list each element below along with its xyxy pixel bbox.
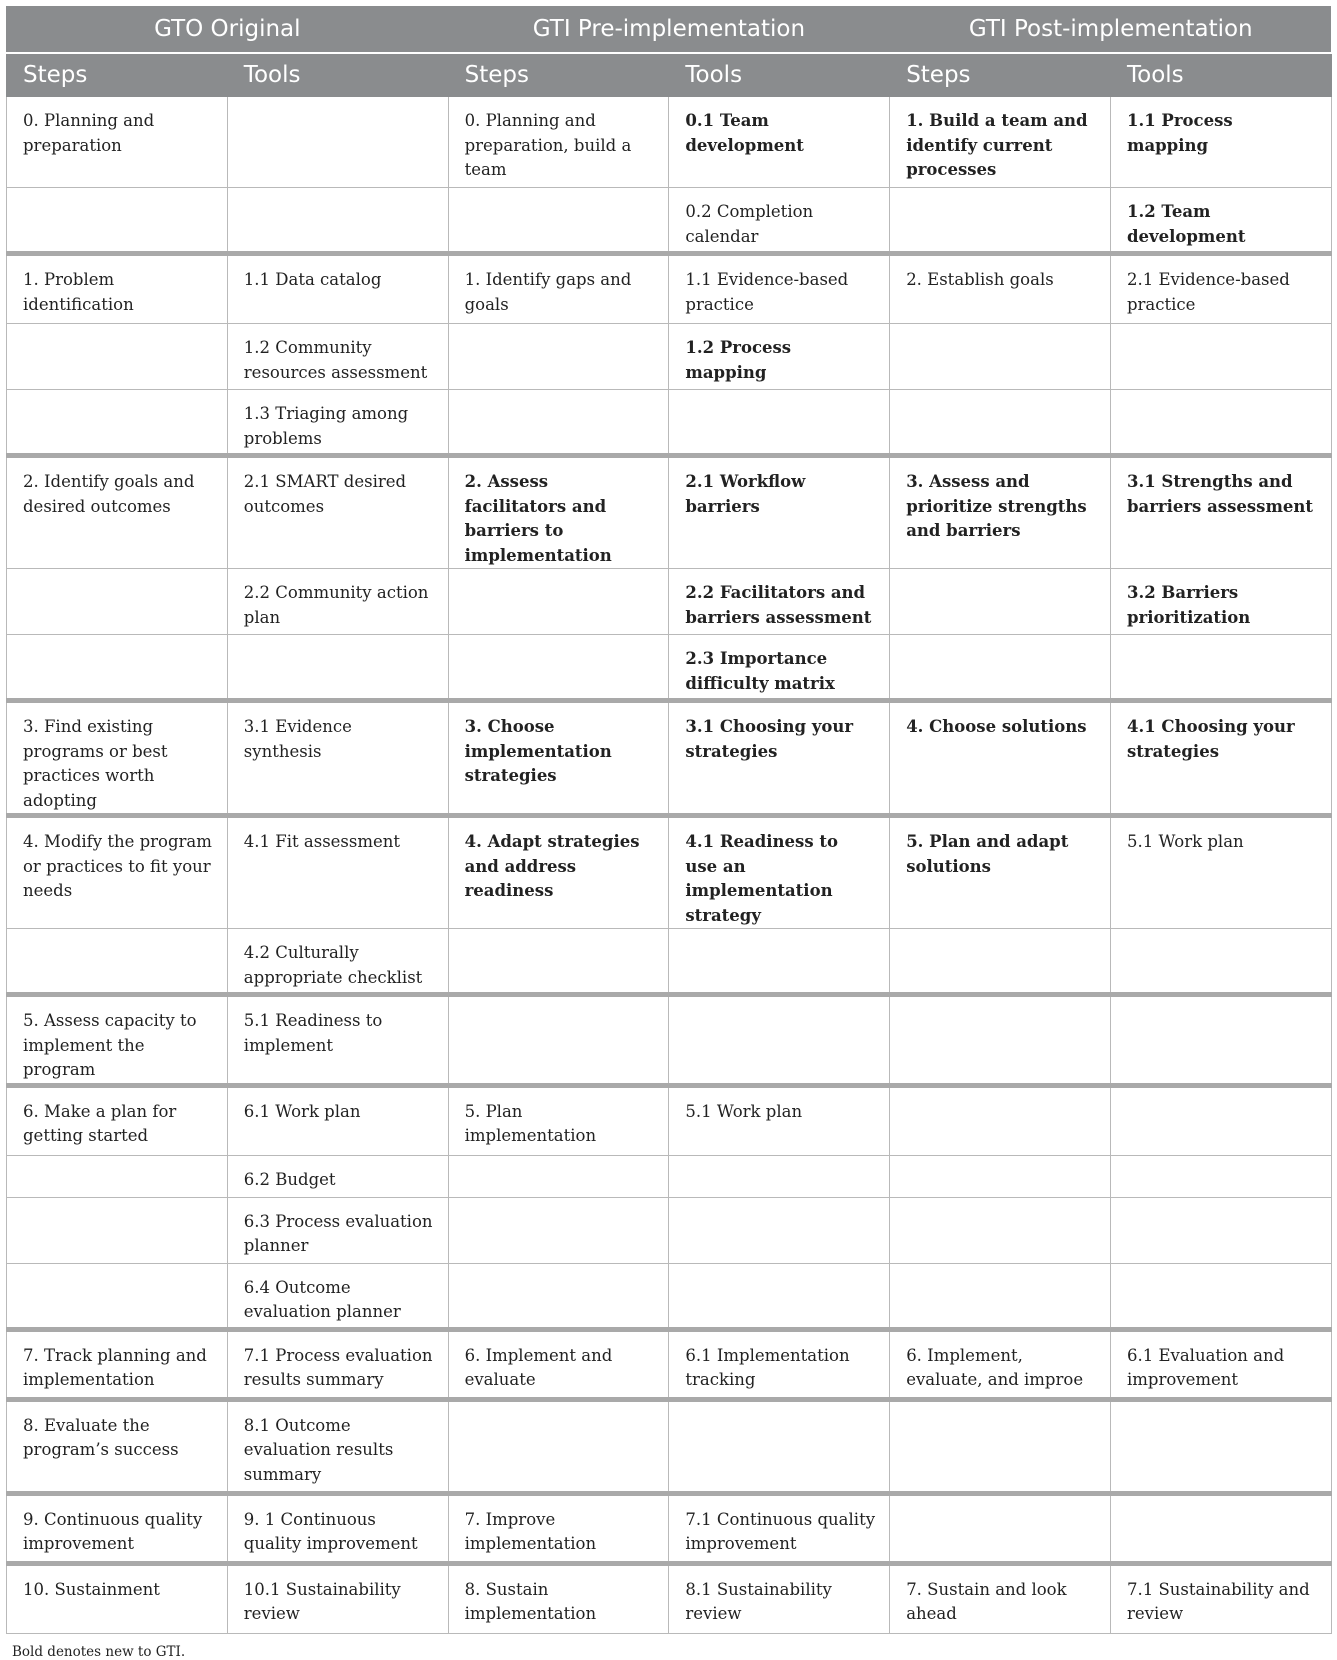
table-cell: 8. Sustain implementation xyxy=(448,1563,669,1633)
table-cell: 2. Identify goals and desired outcomes xyxy=(7,456,228,569)
table-cell xyxy=(1110,995,1331,1086)
table-cell: 6. Implement, evaluate, and improe xyxy=(890,1329,1111,1399)
table-row xyxy=(7,1155,1332,1197)
column-header: Steps xyxy=(7,53,228,97)
table-cell: 2. Establish goals xyxy=(890,254,1111,324)
table-cell: 2.2 Community action plan xyxy=(227,569,448,635)
table-cell: 0. Planning and preparation xyxy=(7,97,228,188)
column-header: Tools xyxy=(669,53,890,97)
footnote: Bold denotes new to GTI. xyxy=(12,1643,186,1660)
table-cell: 3. Find existing programs or best practices worth adopting xyxy=(7,701,228,816)
table-cell xyxy=(7,390,228,456)
table-row xyxy=(7,816,1332,929)
table-cell: 6.2 Budget xyxy=(227,1155,448,1197)
table-cell xyxy=(448,1399,669,1493)
table-cell: 5.1 Readiness to implement xyxy=(227,995,448,1086)
table-cell: 2.2 Facilitators and barriers assessment xyxy=(669,569,890,635)
table-cell xyxy=(890,188,1111,254)
table-cell xyxy=(227,188,448,254)
table-cell xyxy=(890,569,1111,635)
table-row xyxy=(7,635,1332,701)
table-cell xyxy=(890,1085,1111,1155)
table-cell: 4. Modify the program or practices to fit your needs xyxy=(7,816,228,929)
table-cell: 6.1 Work plan xyxy=(227,1085,448,1155)
table-cell: 1.3 Triaging among problems xyxy=(227,390,448,456)
table-body xyxy=(7,97,1332,1634)
table-cell: 3.1 Evidence synthesis xyxy=(227,701,448,816)
table-row xyxy=(7,569,1332,635)
table-cell: 3.2 Barriers prioritization xyxy=(1110,569,1331,635)
table-cell: 2.1 Evidence-based practice xyxy=(1110,254,1331,324)
table-cell xyxy=(7,188,228,254)
table-cell xyxy=(890,929,1111,995)
table-cell: 10.1 Sustainability review xyxy=(227,1563,448,1633)
table-cell xyxy=(669,1197,890,1263)
column-header: Steps xyxy=(448,53,669,97)
table-cell xyxy=(448,188,669,254)
table-cell: 6. Make a plan for getting started xyxy=(7,1085,228,1155)
table-cell: 9. Continuous quality improvement xyxy=(7,1493,228,1563)
table-cell: 2. Assess facilitators and barriers to implementation xyxy=(448,456,669,569)
table-cell: 6.4 Outcome evaluation planner xyxy=(227,1263,448,1329)
table-cell xyxy=(1110,1263,1331,1329)
table-cell xyxy=(669,995,890,1086)
table-cell xyxy=(1110,1155,1331,1197)
table-cell xyxy=(890,1263,1111,1329)
table-cell: 7. Track planning and implementation xyxy=(7,1329,228,1399)
table-cell xyxy=(669,929,890,995)
table-cell: 5. Assess capacity to implement the program xyxy=(7,995,228,1086)
table-row xyxy=(7,929,1332,995)
table-cell xyxy=(1110,929,1331,995)
table-cell xyxy=(448,1263,669,1329)
table-cell: 7.1 Continuous quality improvement xyxy=(669,1493,890,1563)
table-cell xyxy=(7,1197,228,1263)
table-cell xyxy=(1110,1399,1331,1493)
table-cell xyxy=(7,1263,228,1329)
table-cell: 2.1 Workflow barriers xyxy=(669,456,890,569)
column-header: Tools xyxy=(1110,53,1331,97)
sub-header-row xyxy=(7,53,1332,97)
table-cell xyxy=(448,995,669,1086)
table-cell: 6.3 Process evaluation planner xyxy=(227,1197,448,1263)
table-cell: 1.2 Community resources assessment xyxy=(227,324,448,390)
table-cell xyxy=(227,635,448,701)
table-row xyxy=(7,390,1332,456)
table-cell xyxy=(1110,1085,1331,1155)
document xyxy=(6,6,1331,1660)
table-cell: 8. Evaluate the program’s success xyxy=(7,1399,228,1493)
table-cell: 1.2 Team development xyxy=(1110,188,1331,254)
table-row xyxy=(7,456,1332,569)
table-cell xyxy=(7,929,228,995)
table-cell xyxy=(890,1493,1111,1563)
table-cell: 0. Planning and preparation, build a team xyxy=(448,97,669,188)
table-cell xyxy=(890,635,1111,701)
table-cell xyxy=(890,1155,1111,1197)
table-cell: 8.1 Outcome evaluation results summary xyxy=(227,1399,448,1493)
table-cell: 7.1 Process evaluation results summary xyxy=(227,1329,448,1399)
table-cell: 10. Sustainment xyxy=(7,1563,228,1633)
table-cell: 2.1 SMART desired outcomes xyxy=(227,456,448,569)
table-cell: 1. Build a team and identify current processes xyxy=(890,97,1111,188)
table-cell xyxy=(669,1155,890,1197)
table-cell xyxy=(448,324,669,390)
column-header: Steps xyxy=(890,53,1111,97)
table-cell: 5.1 Work plan xyxy=(669,1085,890,1155)
table-row xyxy=(7,1085,1332,1155)
table-cell: 1.1 Data catalog xyxy=(227,254,448,324)
table-cell xyxy=(890,324,1111,390)
table-cell: 4. Choose solutions xyxy=(890,701,1111,816)
table-cell: 1. Problem identification xyxy=(7,254,228,324)
table-cell xyxy=(669,1263,890,1329)
table-cell xyxy=(1110,635,1331,701)
table-cell: 4. Adapt strategies and address readiness xyxy=(448,816,669,929)
table-cell: 3.1 Choosing your strategies xyxy=(669,701,890,816)
table-row xyxy=(7,1493,1332,1563)
table-row xyxy=(7,995,1332,1086)
table-cell: 1.1 Process mapping xyxy=(1110,97,1331,188)
table-cell xyxy=(7,569,228,635)
group-header-gti-post: GTI Post-implementation xyxy=(890,6,1332,53)
table-cell: 4.1 Fit assessment xyxy=(227,816,448,929)
table-cell: 9. 1 Continuous quality improvement xyxy=(227,1493,448,1563)
table-cell: 4.2 Culturally appropriate checklist xyxy=(227,929,448,995)
table-cell: 3.1 Strengths and barriers assessment xyxy=(1110,456,1331,569)
table-cell: 1.1 Evidence-based practice xyxy=(669,254,890,324)
group-header-gti-pre: GTI Pre-implementation xyxy=(448,6,890,53)
table-cell xyxy=(7,1155,228,1197)
table-cell xyxy=(448,1197,669,1263)
table-cell: 2.3 Importance difficulty matrix xyxy=(669,635,890,701)
table-cell: 5. Plan and adapt solutions xyxy=(890,816,1111,929)
table-cell xyxy=(1110,1493,1331,1563)
table-cell xyxy=(448,929,669,995)
table-row xyxy=(7,1263,1332,1329)
table-cell: 4.1 Choosing your strategies xyxy=(1110,701,1331,816)
table-cell xyxy=(669,1399,890,1493)
table-cell xyxy=(7,635,228,701)
table-row xyxy=(7,188,1332,254)
table-row xyxy=(7,1399,1332,1493)
table-row xyxy=(7,254,1332,324)
table-cell: 6. Implement and evaluate xyxy=(448,1329,669,1399)
steps-tools-comparison-table xyxy=(6,6,1332,1634)
table-row xyxy=(7,97,1332,188)
table-row xyxy=(7,1563,1332,1633)
table-cell xyxy=(1110,1197,1331,1263)
table-cell xyxy=(227,97,448,188)
table-row xyxy=(7,324,1332,390)
table-cell: 0.2 Completion calendar xyxy=(669,188,890,254)
column-header: Tools xyxy=(227,53,448,97)
table-cell: 7. Sustain and look ahead xyxy=(890,1563,1111,1633)
table-cell: 1. Identify gaps and goals xyxy=(448,254,669,324)
table-cell: 5.1 Work plan xyxy=(1110,816,1331,929)
table-cell xyxy=(890,390,1111,456)
table-cell xyxy=(7,324,228,390)
table-cell xyxy=(890,1197,1111,1263)
table-cell xyxy=(1110,324,1331,390)
table-cell xyxy=(890,1399,1111,1493)
table-cell xyxy=(890,995,1111,1086)
table-cell xyxy=(669,390,890,456)
table-cell xyxy=(1110,390,1331,456)
table-cell xyxy=(448,569,669,635)
group-header-gto-original: GTO Original xyxy=(7,6,449,53)
table-cell: 4.1 Readiness to use an implementation strategy xyxy=(669,816,890,929)
table-cell: 7.1 Sustainability and review xyxy=(1110,1563,1331,1633)
table-cell: 0.1 Team development xyxy=(669,97,890,188)
table-row xyxy=(7,1197,1332,1263)
table-cell: 8.1 Sustainability review xyxy=(669,1563,890,1633)
table-cell: 5. Plan implementation xyxy=(448,1085,669,1155)
table-cell: 3. Choose implementation strategies xyxy=(448,701,669,816)
table-cell xyxy=(448,390,669,456)
table-cell: 6.1 Implementation tracking xyxy=(669,1329,890,1399)
table-cell xyxy=(448,1155,669,1197)
table-cell: 1.2 Process mapping xyxy=(669,324,890,390)
table-row xyxy=(7,1329,1332,1399)
table-cell: 3. Assess and prioritize strengths and barriers xyxy=(890,456,1111,569)
table-cell: 7. Improve implementation xyxy=(448,1493,669,1563)
table-row xyxy=(7,701,1332,816)
table-cell xyxy=(448,635,669,701)
table-cell: 6.1 Evaluation and improvement xyxy=(1110,1329,1331,1399)
group-header-row xyxy=(7,6,1332,53)
